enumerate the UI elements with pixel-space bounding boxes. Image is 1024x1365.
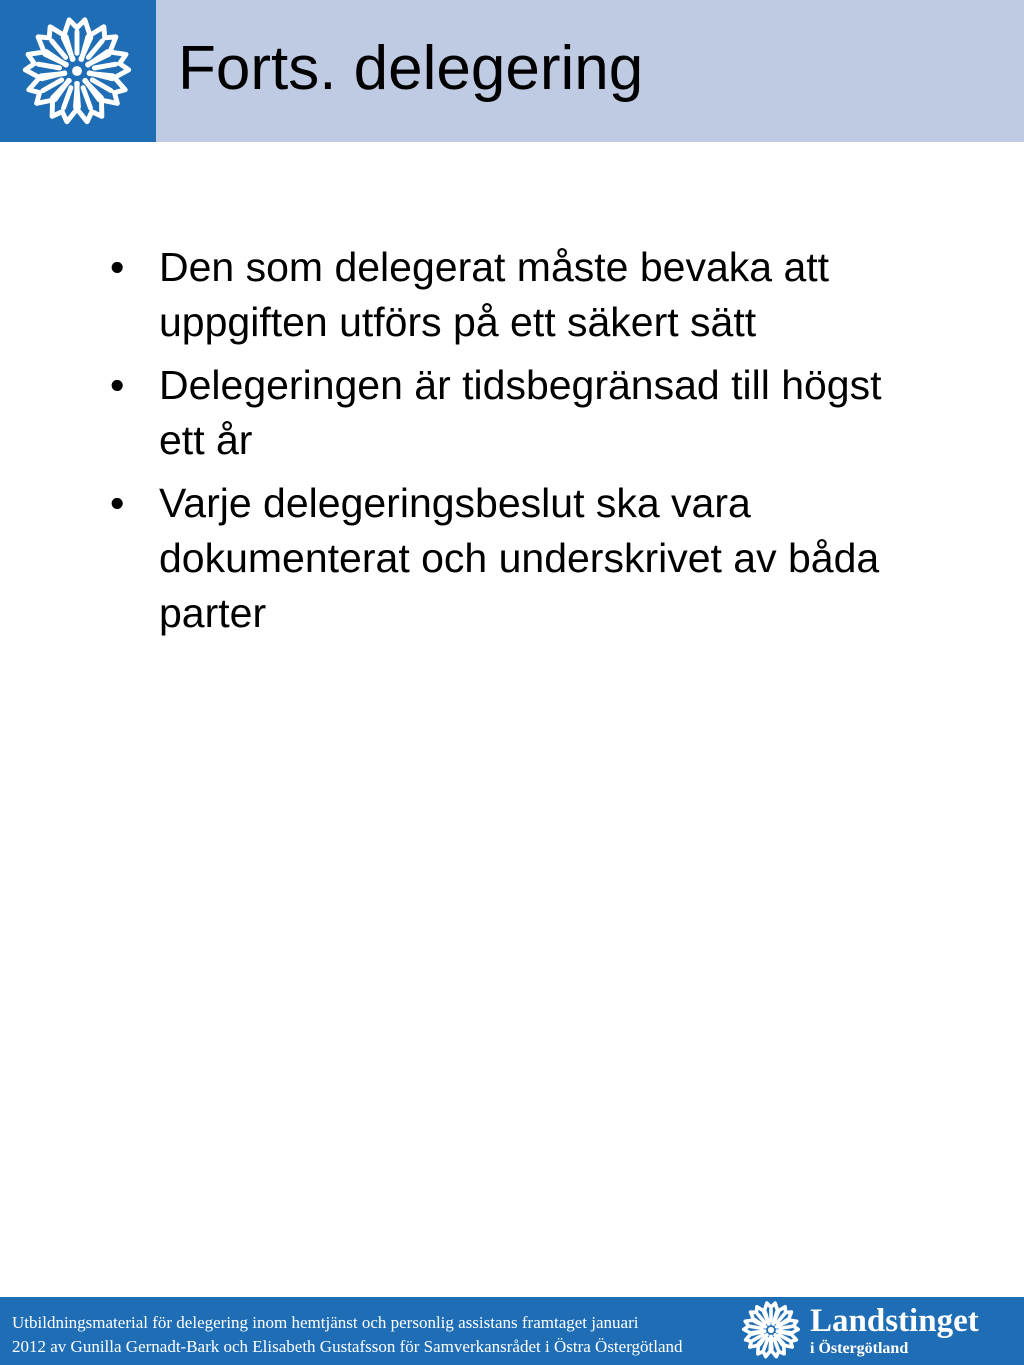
- bullet-item: [108, 476, 928, 641]
- footer-credits: [12, 1311, 772, 1359]
- slide-footer: [0, 1297, 1024, 1365]
- brand-subtitle: i Östergötland: [810, 1340, 909, 1357]
- bullet-item: [108, 358, 928, 468]
- footer-credit-line: Utbildningsmaterial för delegering inom hemtjänst och personlig assistans framtaget januari: [12, 1313, 639, 1332]
- bullet-marker: •: [110, 480, 125, 526]
- bullet-text: Varje delegeringsbeslut ska vara dokumenterat och underskrivet av båda parter: [159, 480, 880, 636]
- bullet-marker: •: [110, 244, 125, 290]
- header-logo-panel: [0, 0, 156, 142]
- bullet-marker: •: [110, 362, 125, 408]
- bullet-text: Den som delegerat måste bevaka att uppgiften utförs på ett säkert sätt: [159, 244, 830, 345]
- snowflake-flower-logo-icon: [740, 1299, 802, 1361]
- brand-name: Landstinget: [810, 1303, 979, 1339]
- bullet-item: [108, 240, 928, 350]
- snowflake-flower-logo-icon: [18, 12, 136, 130]
- bullet-list: [108, 240, 928, 649]
- landstinget-logo: [740, 1299, 1020, 1363]
- footer-credit-line: 2012 av Gunilla Gernadt-Bark och Elisabeth Gustafsson för Samverkansrådet i Östra Östergötland: [12, 1337, 683, 1356]
- bullet-text: Delegeringen är tidsbegränsad till högst ett år: [159, 362, 882, 463]
- slide-header: [0, 0, 1024, 142]
- slide-title: Forts. delegering: [178, 34, 644, 103]
